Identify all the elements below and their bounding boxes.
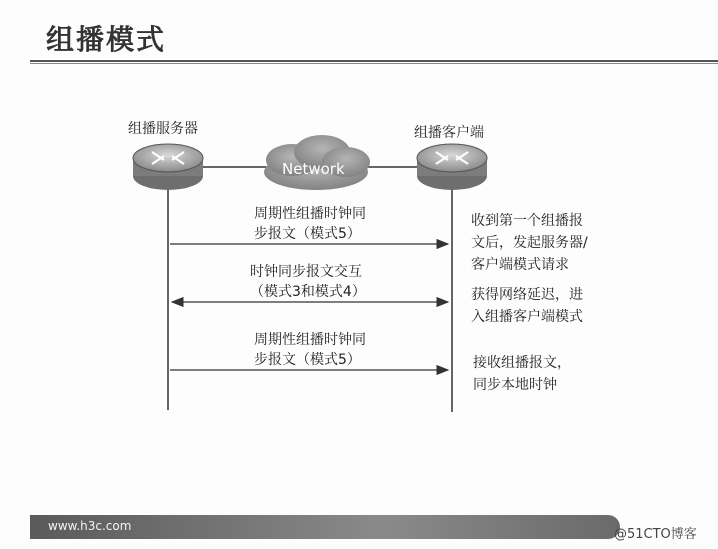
message-label-1: [254, 204, 366, 244]
note-3-line-2: 同步本地时钟: [473, 377, 557, 393]
note-3-line-1: 接收组播报文，: [473, 355, 571, 371]
network-label: Network: [282, 160, 345, 178]
message-1-line-2: 步报文（模式5）: [254, 226, 361, 242]
message-3-line-2: 步报文（模式5）: [254, 352, 361, 368]
client-router-icon: [417, 144, 487, 190]
note-1-line-3: 客户端模式请求: [471, 257, 569, 273]
note-2-line-1: 获得网络延迟，进: [471, 287, 583, 303]
server-label: 组播服务器: [128, 121, 198, 137]
watermark: @51CTO博客: [614, 527, 697, 542]
message-1-line-1: 周期性组播时钟同: [254, 206, 366, 222]
server-router-icon: [133, 144, 203, 190]
note-2-line-2: 入组播客户端模式: [471, 309, 583, 325]
message-2-line-1: 时钟同步报文交互: [250, 264, 362, 280]
footer-url: www.h3c.com: [48, 519, 132, 533]
message-3-line-1: 周期性组播时钟同: [254, 332, 366, 348]
note-3: [473, 352, 571, 396]
message-label-2: [250, 262, 366, 302]
note-1-line-2: 文后，发起服务器/: [471, 235, 588, 251]
message-label-3: [254, 330, 366, 370]
page-title: 组播模式: [46, 23, 167, 56]
message-2-line-2: （模式3和模式4）: [250, 284, 366, 300]
note-1-line-1: 收到第一个组播报: [471, 213, 583, 229]
client-label: 组播客户端: [414, 125, 484, 141]
note-1: [471, 210, 588, 276]
note-2: [471, 284, 583, 328]
